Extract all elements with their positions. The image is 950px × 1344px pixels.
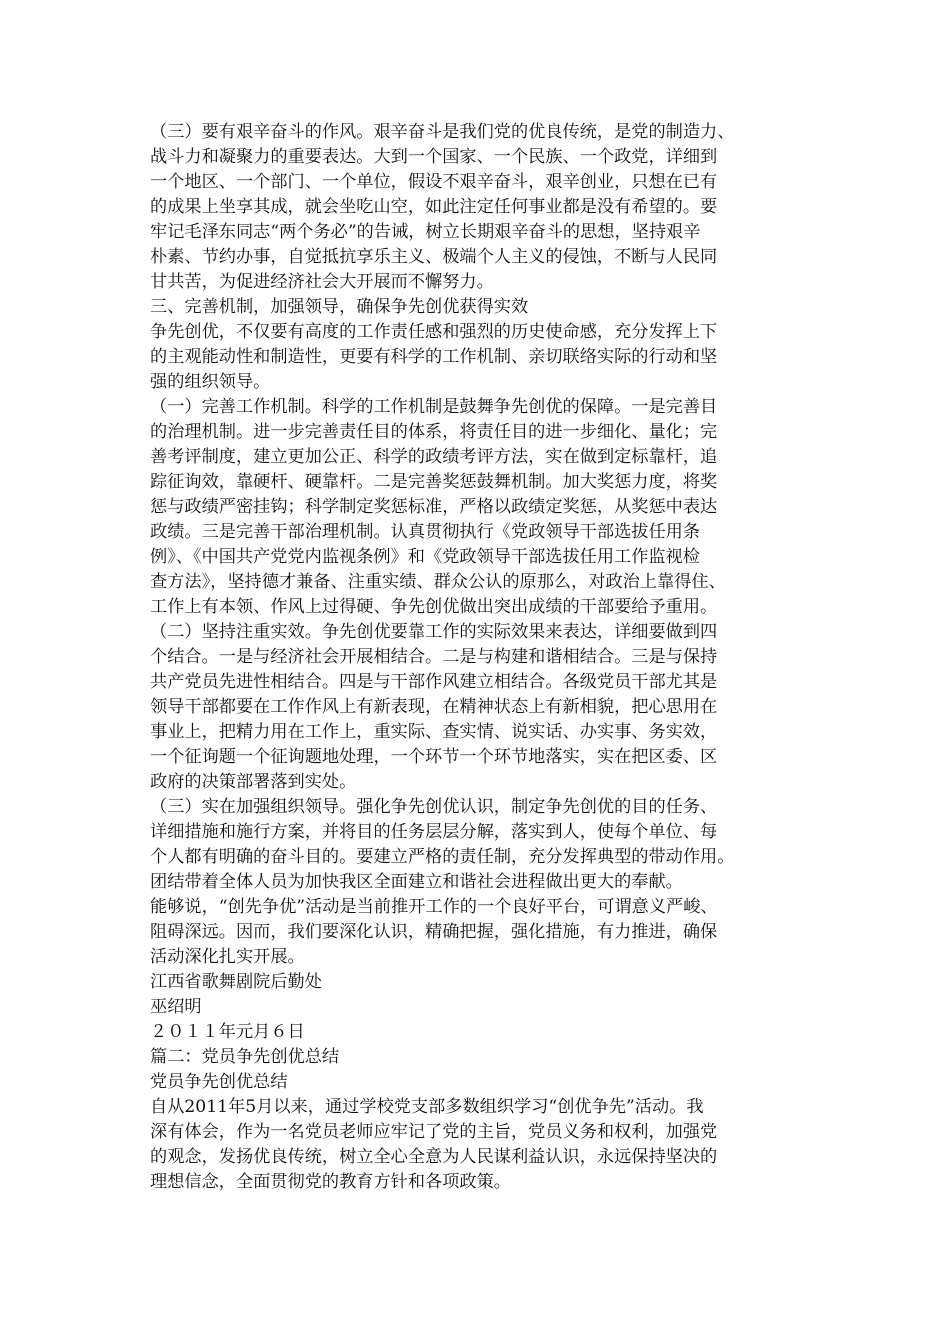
text-line: 政府的决策部署落到实处。 [150,772,357,792]
text-line: （三）实在加强组织领导。强化争先创优认识，制定争先创优的目的任务、 [150,797,718,817]
text-line: 的主观能动性和制造性，更要有科学的工作机制、亲切联络实际的行动和坚 [150,347,718,367]
text-line: 阻碍深远。因而，我们要深化认识，精确把握，强化措施，有力推进，确保 [150,922,718,942]
text-line: 惩与政绩严密挂钩；科学制定奖惩标准，严格以政绩定奖惩，从奖惩中表达 [150,497,718,517]
text-line: （三）要有艰辛奋斗的作风。艰辛奋斗是我们党的优良传统，是党的制造力、 [150,122,735,142]
text-line: 善考评制度，建立更加公正、科学的政绩考评方法，实在做到定标靠杆，追 [150,447,718,467]
text-line: 政绩。三是完善干部治理机制。认真贯彻执行《党政领导干部选拔任用条 [150,522,701,542]
text-line: 的成果上坐享其成，就会坐吃山空，如此注定任何事业都是没有希望的。要 [150,197,718,217]
text-line: 详细措施和施行方案，并将目的任务层层分解，落实到人，使每个单位、每 [150,822,718,842]
text-line: 的治理机制。进一步完善责任目的体系，将责任目的进一步细化、量化；完 [150,422,718,442]
text-line: 事业上，把精力用在工作上，重实际、查实情、说实话、办实事、务实效， [150,722,718,742]
article-title: 党员争先创优总结 [150,1072,288,1092]
text-line: 领导干部都要在工作作风上有新表现，在精神状态上有新相貌，把心思用在 [150,697,718,717]
signature-name: 巫绍明 [150,997,202,1017]
text-line: 共产党员先进性相结合。四是与干部作风建立相结合。各级党员干部尤其是 [150,672,718,692]
signature-date: ２０１１年元月６日 [150,1022,305,1042]
text-line: 踪征询效，靠硬杆、硬靠杆。二是完善奖惩鼓舞机制。加大奖惩力度，将奖 [150,472,718,492]
text-line: 查方法》，坚持德才兼备、注重实绩、群众公认的原那么，对政治上靠得住、 [150,572,726,592]
text-line: 强的组织领导。 [150,372,271,392]
signature-organization: 江西省歌舞剧院后勤处 [150,972,322,992]
text-line: 能够说，“创先争优”活动是当前推开工作的一个良好平台，可谓意义严峻、 [150,897,718,917]
text-line: 个结合。一是与经济社会开展相结合。二是与构建和谐相结合。三是与保持 [150,647,718,667]
text-line: 一个地区、一个部门、一个单位，假设不艰辛奋斗，艰辛创业，只想在已有 [150,172,718,192]
text-line: 争先创优，不仅要有高度的工作责任感和强烈的历史使命感，充分发挥上下 [150,322,718,342]
text-line: 一个征询题一个征询题地处理，一个环节一个环节地落实，实在把区委、区 [150,747,718,767]
text-line: 团结带着全体人员为加快我区全面建立和谐社会进程做出更大的奉献。 [150,872,683,892]
text-line: 个人都有明确的奋斗目的。要建立严格的责任制，充分发挥典型的带动作用。 [150,847,735,867]
text-line: （二）坚持注重实效。争先创优要靠工作的实际效果来表达，详细要做到四 [150,622,718,642]
chapter-title: 篇二：党员争先创优总结 [150,1047,340,1067]
text-line: 工作上有本领、作风上过得硬、争先创优做出突出成绩的干部要给予重用。 [150,597,718,617]
text-line: 朴素、节约办事，自觉抵抗享乐主义、极端个人主义的侵蚀，不断与人民同 [150,247,718,267]
text-line: （一）完善工作机制。科学的工作机制是鼓舞争先创优的保障。一是完善目 [150,397,718,417]
text-line: 牢记毛泽东同志“两个务必”的告诫，树立长期艰辛奋斗的思想，坚持艰辛 [150,222,701,242]
text-line: 战斗力和凝聚力的重要表达。大到一个国家、一个民族、一个政党，详细到 [150,147,718,167]
text-line: 深有体会，作为一名党员老师应牢记了党的主旨，党员义务和权利，加强党 [150,1122,718,1142]
text-line: 活动深化扎实开展。 [150,947,305,967]
text-line: 自从2011年5月以来，通过学校党支部多数组织学习“创优争先”活动。我 [150,1097,704,1117]
section-heading: 三、完善机制，加强领导，确保争先创优获得实效 [150,297,529,317]
text-line: 甘共苦，为促进经济社会大开展而不懈努力。 [150,272,494,292]
text-line: 理想信念，全面贯彻党的教育方针和各项政策。 [150,1172,511,1192]
text-line: 的观念，发扬优良传统，树立全心全意为人民谋利益认识，永远保持坚决的 [150,1147,718,1167]
document-body [150,120,800,1195]
text-line: 例》、《中国共产党党内监视条例》和《党政领导干部选拔任用工作监视检 [150,547,700,567]
